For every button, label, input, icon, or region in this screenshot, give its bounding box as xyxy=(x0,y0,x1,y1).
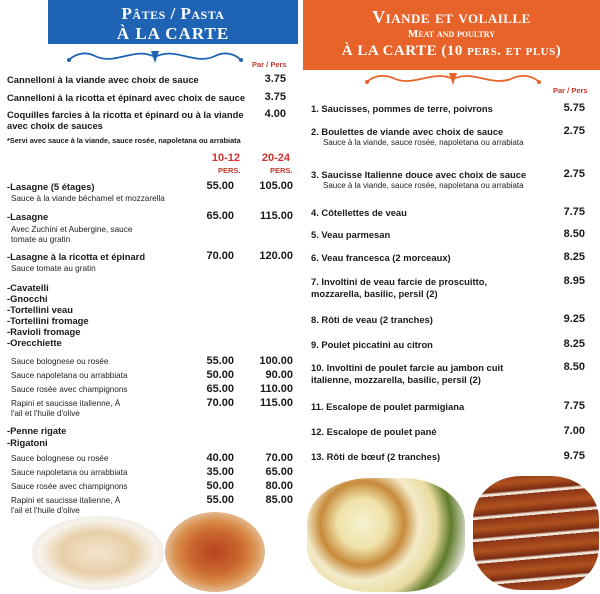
meat-item-sub: Sauce à la viande, sauce rosée, napoletana ou arrabiata xyxy=(323,180,524,190)
lasagne5-name: -Lasagne (5 étages) xyxy=(7,181,95,192)
sauce-price-small: 65.00 xyxy=(206,383,234,395)
sauce-name: Sauce bolognese ou rosée xyxy=(11,357,109,366)
pasta-type: -Ravioli fromage xyxy=(7,326,81,337)
par-pers-label: Par / Pers xyxy=(252,60,287,69)
pasta-type: -Penne rigate xyxy=(7,425,67,436)
meat-item-name: 3. Saucisse Italienne douce avec choix de sauce xyxy=(311,169,527,180)
meat-item-9: 9. Poulet piccatini au citron xyxy=(311,339,433,350)
sauce-price-large: 85.00 xyxy=(265,494,293,506)
menu-item-price: 3.75 xyxy=(264,73,286,85)
pasta-title: Pâtes / Pasta xyxy=(121,4,225,23)
lasagne5-price-small: 55.00 xyxy=(206,180,234,192)
sauce-price-small: 35.00 xyxy=(206,466,234,478)
sauce-name: Sauce rosée avec champignons xyxy=(11,482,128,491)
lasagne5-price-large: 105.00 xyxy=(259,180,293,192)
meat-item-1: 1. Saucisses, pommes de terre, poivrons xyxy=(311,103,493,114)
meat-item-4: 4. Côtellettes de veau xyxy=(311,207,407,218)
meat-price-3: 2.75 xyxy=(563,168,585,180)
sauce-price-large: 80.00 xyxy=(265,480,293,492)
pasta-type: -Tortellini veau xyxy=(7,304,73,315)
sausages-photo xyxy=(473,476,599,590)
meat-item-10: 10. Involtini de poulet farcie au jambon cuit italienne, mozzarella, basilic, persil (2) xyxy=(311,362,504,385)
sauce-price-large: 90.00 xyxy=(265,369,293,381)
meat-item-13: 13. Rôti de bœuf (2 tranches) xyxy=(311,451,441,462)
sauce-price-large: 100.00 xyxy=(259,355,293,367)
lasagne-price-small: 65.00 xyxy=(206,210,234,222)
sauce-price-large: 115.00 xyxy=(259,397,293,409)
sauce-price-large: 70.00 xyxy=(265,452,293,464)
meat-price-12: 7.00 xyxy=(563,425,585,437)
meat-item-name: 2. Boulettes de viande avec choix de sauce xyxy=(311,126,504,137)
sauce-price-small: 55.00 xyxy=(206,355,234,367)
meat-price-4: 7.75 xyxy=(563,206,585,218)
veal-parmesan-photo xyxy=(307,478,465,592)
sauce-price-small: 40.00 xyxy=(206,452,234,464)
cannelloni-photo xyxy=(32,516,164,590)
meat-column xyxy=(303,0,600,594)
menu-item-price: 4.00 xyxy=(264,108,286,120)
meat-price-7: 8.95 xyxy=(563,275,585,287)
meat-item-7: 7. Involtini de veau farcie de proscuitto, mozzarella, basilic, persil (2) xyxy=(311,276,488,299)
pasta-type: -Orecchiette xyxy=(7,337,62,348)
sauce-name: Sauce napoletana ou arrabbiata xyxy=(11,371,128,380)
pasta-type: -Rigatoni xyxy=(7,437,48,448)
col-head-20-24: 20-24 xyxy=(261,152,290,164)
pasta-subtitle: À LA CARTE xyxy=(116,24,230,43)
meat-item-3 xyxy=(311,169,541,190)
menu-item-name: Cannelloni à la viande avec choix de sauce xyxy=(7,74,199,85)
meat-item-6: 6. Veau francesca (2 morceaux) xyxy=(311,252,451,263)
meat-item-5: 5. Veau parmesan xyxy=(311,229,391,240)
sauce-note: *Servi avec sauce à la viande, sauce rosée, napoletana ou arrabiata xyxy=(7,136,241,145)
col-head-10-12: 10-12 xyxy=(211,152,240,164)
lasagne-sub: Avec Zuchini et Aubergine, sauce tomate au gratin xyxy=(11,225,133,244)
meat-item-11: 11. Escalope de poulet parmigiana xyxy=(311,401,465,412)
par-pers-label: Par / Pers xyxy=(553,86,588,95)
meat-price-11: 7.75 xyxy=(563,400,585,412)
menu-item-price: 3.75 xyxy=(264,91,286,103)
meat-title: Viande et volaille xyxy=(372,7,531,27)
lasagne-ricotta-price-small: 70.00 xyxy=(206,250,234,262)
lasagne-ricotta-name: -Lasagne à la ricotta et épinard xyxy=(7,251,146,262)
sauce-name: Sauce napoletana ou arrabbiata xyxy=(11,468,128,477)
meat-price-6: 8.25 xyxy=(563,251,585,263)
sauce-price-small: 50.00 xyxy=(206,369,234,381)
lasagne-ricotta-price-large: 120.00 xyxy=(259,250,293,262)
pasta-photo xyxy=(165,512,265,592)
meat-price-2: 2.75 xyxy=(563,125,585,137)
col-sub-pers: PERS. xyxy=(270,166,293,175)
meat-price-1: 5.75 xyxy=(563,102,585,114)
menu-item-name: Cannelloni à la ricotta et épinard avec choix de sauce xyxy=(7,92,246,103)
sauce-price-small: 55.00 xyxy=(206,494,234,506)
ornament-swirl-icon xyxy=(353,70,553,90)
sauce-name: Sauce bolognese ou rosée xyxy=(11,454,109,463)
pasta-banner xyxy=(48,0,298,44)
sauce-price-large: 110.00 xyxy=(259,383,293,395)
lasagne-name: -Lasagne xyxy=(7,211,49,222)
meat-price-5: 8.50 xyxy=(563,228,585,240)
sauce-name: Sauce rosée avec champignons xyxy=(11,385,128,394)
sauce-price-large: 65.00 xyxy=(265,466,293,478)
meat-item-sub: Sauce à la viande, sauce rosée, napoletana ou arrabiata xyxy=(323,137,524,147)
sauce-price-small: 50.00 xyxy=(206,480,234,492)
meat-item-2 xyxy=(311,126,531,147)
sauce-name: Rapini et saucisse italienne, À l'ail et l'huile d'olive xyxy=(11,496,121,515)
lasagne5-sub: Sauce à la viande béchamel et mozzarella xyxy=(11,194,165,203)
meat-item-8: 8. Rôti de veau (2 tranches) xyxy=(311,314,433,325)
meat-banner xyxy=(303,0,600,70)
meat-price-10: 8.50 xyxy=(563,361,585,373)
pasta-type: -Cavatelli xyxy=(7,282,49,293)
meat-item-12: 12. Escalope de poulet pané xyxy=(311,426,437,437)
meat-price-9: 8.25 xyxy=(563,338,585,350)
pasta-type: -Gnocchi xyxy=(7,293,48,304)
pasta-type: -Tortellini fromage xyxy=(7,315,89,326)
menu-item-name: Coquilles farcies à la ricotta et épinard ou à la viande avec choix de sauces xyxy=(7,109,244,131)
meat-subtitle: À LA CARTE (10 pers. et plus) xyxy=(341,43,562,59)
meat-price-8: 9.25 xyxy=(563,313,585,325)
meat-title-en: Meat and poultry xyxy=(407,28,496,40)
sauce-price-small: 70.00 xyxy=(206,397,234,409)
lasagne-price-large: 115.00 xyxy=(259,210,293,222)
meat-price-13: 9.75 xyxy=(563,450,585,462)
col-sub-pers: PERS. xyxy=(218,166,241,175)
ornament-swirl-icon xyxy=(55,46,255,68)
lasagne-ricotta-sub: Sauce tomate au gratin xyxy=(11,264,96,273)
sauce-name: Rapini et saucisse italienne, À l'ail et l'huile d'olive xyxy=(11,399,121,418)
